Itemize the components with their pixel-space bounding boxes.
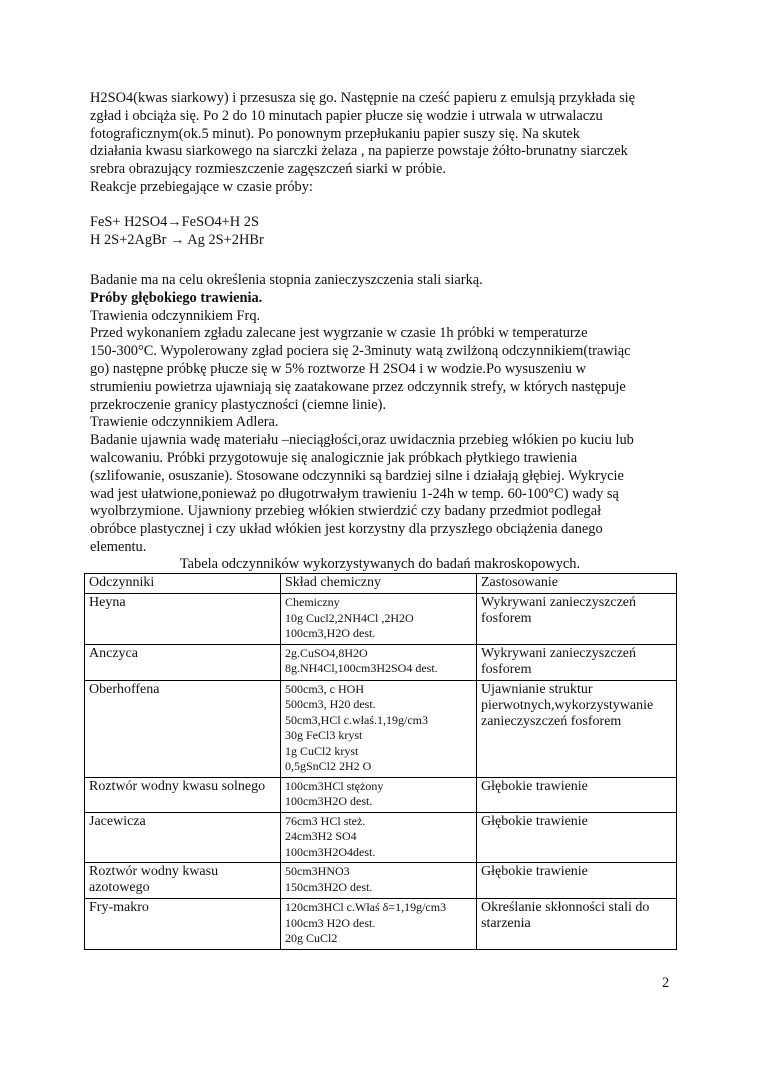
composition-line: Chemiczny	[285, 595, 340, 609]
composition-line: 30g FeCl3 kryst	[285, 728, 363, 742]
text-line: przekroczenie granicy plastyczności (ciemne linie).	[90, 396, 387, 413]
composition-cell	[281, 863, 477, 899]
reagent-name: Roztwór wodny kwasu azotowego	[85, 863, 281, 899]
text-line: obróbce plastycznej i czy układ włókien jest korzystny dla przyszłego obciążenia danego	[90, 521, 603, 538]
purpose-text: Badanie ma na celu określenia stopnia zanieczyszczenia stali siarką.	[90, 272, 483, 288]
composition-line: 76cm3 HCl steż.	[285, 813, 366, 828]
composition-line: 500cm3, c HOH	[285, 681, 364, 696]
table-row	[85, 777, 677, 812]
composition-line: 100cm3HCl stężony	[285, 778, 384, 793]
use-cell: Głębokie trawienie	[477, 863, 677, 899]
composition-cell	[281, 594, 477, 645]
reagents-table	[84, 573, 677, 950]
page-number: 2	[662, 975, 670, 991]
composition-cell	[281, 777, 477, 812]
table-caption: Tabela odczynników wykorzystywanych do badań makroskopowych.	[179, 556, 581, 572]
table-row	[85, 644, 677, 680]
text-line: strumieniu powietrza ujawniają się zaatakowane przez odczynnik strefy, w których następuje	[90, 378, 626, 395]
use-cell: Głębokie trawienie	[477, 812, 677, 863]
use-cell: Ujawnianie struktur pierwotnych,wykorzystywanie zanieczyszczeń fosforem	[477, 680, 677, 777]
main-text	[90, 272, 680, 557]
composition-line: 20g CuCl2	[285, 931, 338, 945]
table-header-row	[85, 574, 677, 594]
table-row	[85, 680, 677, 777]
adler-title: Trawienie odczynnikiem Adlera.	[90, 414, 279, 431]
table-row	[85, 594, 677, 645]
composition-line: 100cm3 H2O dest.	[285, 915, 376, 930]
composition-line: 50cm3HNO3	[285, 864, 350, 878]
table-row	[85, 863, 677, 899]
composition-line: 150cm3H2O dest.	[285, 879, 373, 894]
text-line: działania kwasu siarkowego na siarczki żelaza , na papierze powstaje żółto-brunatny siarczek	[90, 143, 628, 160]
composition-line: 2g.CuSO4,8H2O	[285, 645, 368, 660]
text-line: wyolbrzymione. Ujawniony przebieg włókien stwierdzić czy badany przedmiot podlegał	[90, 503, 602, 520]
section-heading: Próby głębokiego trawienia.	[90, 289, 263, 306]
text-line: Reakcje przebiegające w czasie próby:	[90, 178, 313, 195]
frq-title: Trawienia odczynnikiem Frq.	[90, 307, 261, 324]
composition-line: 0,5gSnCl2 2H2 O	[285, 759, 372, 773]
composition-line: 10g Cucl2,2NH4Cl ,2H2O	[285, 610, 414, 625]
reagent-name: Oberhoffena	[85, 680, 281, 777]
use-cell: Określanie skłonności stali do starzenia	[477, 899, 677, 950]
composition-line: 100cm3H2O dest.	[285, 794, 373, 808]
composition-line: 50cm3,HCl c.właś.1,19g/cm3	[285, 712, 428, 727]
text-line: Przed wykonaniem zgładu zalecane jest wygrzanie w czasie 1h próbki w temperaturze	[90, 325, 588, 342]
composition-line: 120cm3HCl c.Właś δ=1,19g/cm3	[285, 900, 447, 914]
composition-line: 100cm3,H2O dest.	[285, 626, 376, 640]
composition-line: 24cm3H2 SO4	[285, 829, 357, 843]
text-line: srebra obrazujący rozmieszczenie zagęszczeń siarki w próbie.	[90, 161, 446, 178]
header-cell: Odczynniki	[85, 574, 281, 594]
use-cell: Wykrywani zanieczyszczeń fosforem	[477, 644, 677, 680]
text-line: zgład i obciąża się. Po 2 do 10 minutach papier płucze się wodzie i utrwala w utrwalaczu	[90, 107, 603, 124]
reaction-1: FeS+ H2SO4→FeSO4+H 2S	[90, 214, 259, 230]
use-cell: Głębokie trawienie	[477, 777, 677, 812]
text-line: 150-300°C. Wypolerowany zgład pociera się 2-3minuty watą zwilżoną odczynnikiem(trawiąc	[90, 343, 631, 360]
text-line: Badanie ujawnia wadę materiału –nieciągłości,oraz uwidacznia przebieg włókien po kuciu lub	[90, 432, 634, 449]
text-line: go) następne próbkę płucze się w 5% roztworze H 2SO4 i w wodzie.Po wysuszeniu w	[90, 360, 586, 377]
reagent-name: Fry-makro	[85, 899, 281, 950]
reactions-block	[90, 214, 680, 250]
table-row	[85, 899, 677, 950]
composition-line: 100cm3H2O4dest.	[285, 844, 376, 859]
header-cell: Zastosowanie	[477, 574, 677, 594]
composition-cell	[281, 812, 477, 863]
text-line: H2SO4(kwas siarkowy) i przesusza się go. Następnie na cześć papieru z emulsją przykłada się	[90, 90, 636, 106]
intro-paragraph	[90, 90, 680, 197]
reagent-name: Heyna	[85, 594, 281, 645]
header-cell: Skład chemiczny	[281, 574, 477, 594]
text-line: wad jest ułatwione,ponieważ po długotrwałym trawieniu 1-24h w temp. 60-100°C) wady są	[90, 485, 619, 502]
table-row	[85, 812, 677, 863]
reagent-name: Roztwór wodny kwasu solnego	[85, 777, 281, 812]
text-line: elementu.	[90, 538, 147, 555]
composition-cell	[281, 644, 477, 680]
composition-line: 8g.NH4Cl,100cm3H2SO4 dest.	[285, 661, 438, 675]
composition-cell	[281, 899, 477, 950]
text-line: fotograficznym(ok.5 minut). Po ponownym przepłukaniu papier suszy się. Na skutek	[90, 125, 580, 142]
composition-line: 500cm3, H20 dest.	[285, 697, 376, 711]
composition-cell	[281, 680, 477, 777]
reaction-2: H 2S+2AgBr → Ag 2S+2HBr	[90, 231, 264, 248]
reagent-name: Jacewicza	[85, 812, 281, 863]
text-line: (szlifowanie, osuszanie). Stosowane odczynniki są bardziej silne i działają głębiej. Wykrycie	[90, 467, 624, 484]
composition-line: 1g CuCl2 kryst	[285, 743, 359, 758]
text-line: walcowaniu. Próbki przygotowuje się analogicznie jak próbkach płytkiego trawienia	[90, 449, 578, 466]
reagent-name: Anczyca	[85, 644, 281, 680]
use-cell: Wykrywani zanieczyszczeń fosforem	[477, 594, 677, 645]
